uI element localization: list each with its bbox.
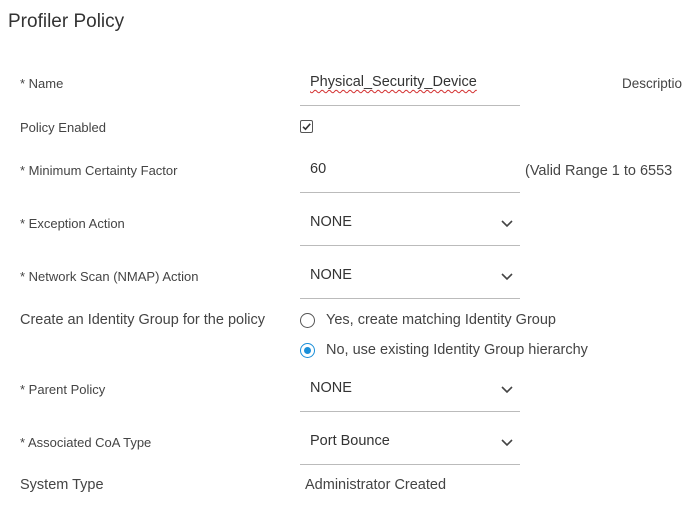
identity-group-yes-label: Yes, create matching Identity Group [326,312,556,328]
exception-action-label: * Exception Action [20,216,125,231]
exception-action-value: NONE [310,214,352,230]
chevron-down-icon [500,216,514,230]
system-type-value: Administrator Created [305,477,447,493]
min-certainty-value: 60 [310,161,327,177]
min-certainty-label: * Minimum Certainty Factor [20,163,178,178]
name-field[interactable] [300,62,520,106]
name-value: Physical_Security_Device [310,74,477,90]
identity-group-no-label: No, use existing Identity Group hierarchy [326,342,588,358]
checkmark-icon [301,121,312,132]
policy-enabled-label: Policy Enabled [20,120,106,135]
chevron-down-icon [500,269,514,283]
min-certainty-field[interactable] [300,149,520,193]
nmap-action-value: NONE [310,267,352,283]
identity-group-yes-radio[interactable] [300,313,315,328]
system-type-label: System Type [20,477,104,493]
parent-policy-label: * Parent Policy [20,382,106,397]
coa-type-value: Port Bounce [310,433,390,449]
chevron-down-icon [500,435,514,449]
chevron-down-icon [500,382,514,396]
policy-enabled-checkbox[interactable] [300,120,313,133]
coa-type-label: * Associated CoA Type [20,435,152,450]
nmap-action-select[interactable] [300,255,520,299]
identity-group-label: Create an Identity Group for the policy [20,312,266,328]
name-label: * Name [20,76,64,91]
description-label: Descriptio [622,76,683,91]
exception-action-select[interactable] [300,202,520,246]
page-title: Profiler Policy [8,11,125,32]
parent-policy-value: NONE [310,380,352,396]
identity-group-no-radio[interactable] [300,343,315,358]
parent-policy-select[interactable] [300,368,520,412]
nmap-action-label: * Network Scan (NMAP) Action [20,269,199,284]
coa-type-select[interactable] [300,421,520,465]
valid-range-hint: (Valid Range 1 to 6553 [525,163,673,179]
